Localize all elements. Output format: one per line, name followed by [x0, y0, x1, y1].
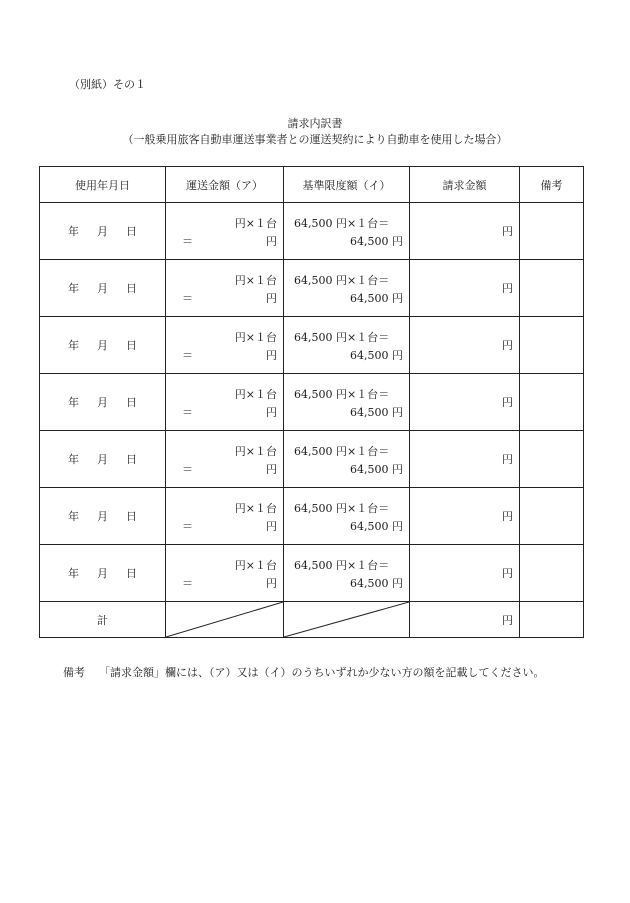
- header-claim-amount: 請求金額: [410, 167, 520, 203]
- fare-per-car: 円×１台: [234, 388, 277, 401]
- usage-date-cell[interactable]: [40, 203, 166, 260]
- table-total-row: [40, 602, 584, 638]
- remarks-cell[interactable]: [520, 431, 584, 488]
- day-unit: 日: [126, 282, 137, 295]
- limit-formula: 64,500 円×１台＝: [294, 559, 390, 572]
- total-label: 計: [40, 602, 166, 638]
- table-row: [40, 545, 584, 602]
- month-unit: 月: [97, 567, 108, 580]
- remarks-cell[interactable]: [520, 488, 584, 545]
- limit-formula: 64,500 円×１台＝: [294, 217, 390, 230]
- remarks-cell[interactable]: [520, 260, 584, 317]
- usage-date-cell[interactable]: [40, 488, 166, 545]
- table-row: [40, 374, 584, 431]
- year-unit: 年: [68, 225, 79, 238]
- fare-per-car: 円×１台: [234, 445, 277, 458]
- year-unit: 年: [68, 453, 79, 466]
- fare-amount-cell[interactable]: [166, 488, 284, 545]
- fare-total-yen: 円: [266, 235, 277, 248]
- fare-equals: ＝: [182, 463, 193, 476]
- header-usage-date: 使用年月日: [40, 167, 166, 203]
- fare-equals: ＝: [182, 520, 193, 533]
- limit-total: 64,500 円: [350, 577, 403, 590]
- fare-per-car: 円×１台: [234, 217, 277, 230]
- limit-formula: 64,500 円×１台＝: [294, 274, 390, 287]
- fare-amount-cell[interactable]: [166, 260, 284, 317]
- fare-amount-cell[interactable]: [166, 545, 284, 602]
- fare-equals: ＝: [182, 406, 193, 419]
- month-unit: 月: [97, 282, 108, 295]
- fare-equals: ＝: [182, 577, 193, 590]
- fare-total-yen: 円: [266, 349, 277, 362]
- table-body: [40, 203, 584, 638]
- day-unit: 日: [126, 453, 137, 466]
- year-unit: 年: [68, 282, 79, 295]
- remarks-cell[interactable]: [520, 545, 584, 602]
- year-unit: 年: [68, 510, 79, 523]
- limit-total: 64,500 円: [350, 463, 403, 476]
- claim-amount-cell[interactable]: 円: [410, 545, 520, 602]
- year-unit: 年: [68, 396, 79, 409]
- day-unit: 日: [126, 510, 137, 523]
- month-unit: 月: [97, 396, 108, 409]
- annex-label: （別紙）その１: [69, 78, 146, 91]
- limit-total: 64,500 円: [350, 235, 403, 248]
- limit-amount-cell: [284, 431, 410, 488]
- day-unit: 日: [126, 339, 137, 352]
- remarks-cell[interactable]: [520, 317, 584, 374]
- fare-total-yen: 円: [266, 292, 277, 305]
- month-unit: 月: [97, 453, 108, 466]
- header-limit-amount: 基準限度額（イ）: [284, 167, 410, 203]
- fare-amount-cell[interactable]: [166, 374, 284, 431]
- note: [63, 664, 573, 682]
- remarks-cell[interactable]: [520, 203, 584, 260]
- note-label: 備考: [63, 666, 85, 679]
- claim-amount-cell[interactable]: 円: [410, 488, 520, 545]
- fare-total-yen: 円: [266, 406, 277, 419]
- limit-amount-cell: [284, 260, 410, 317]
- fare-amount-cell[interactable]: [166, 431, 284, 488]
- table-row: [40, 431, 584, 488]
- fare-equals: ＝: [182, 292, 193, 305]
- limit-amount-cell: [284, 374, 410, 431]
- limit-amount-cell: [284, 488, 410, 545]
- table-row: [40, 203, 584, 260]
- table-header-row: [40, 167, 584, 203]
- total-limit-cell: [284, 602, 410, 638]
- fare-total-yen: 円: [266, 463, 277, 476]
- claim-amount-cell[interactable]: 円: [410, 260, 520, 317]
- limit-formula: 64,500 円×１台＝: [294, 445, 390, 458]
- day-unit: 日: [126, 225, 137, 238]
- claim-amount-cell[interactable]: 円: [410, 431, 520, 488]
- fare-equals: ＝: [182, 349, 193, 362]
- year-unit: 年: [68, 567, 79, 580]
- document-title: 請求内訳書: [287, 117, 343, 130]
- month-unit: 月: [97, 339, 108, 352]
- total-remarks-cell: [520, 602, 584, 638]
- month-unit: 月: [97, 510, 108, 523]
- limit-total: 64,500 円: [350, 292, 403, 305]
- fare-per-car: 円×１台: [234, 331, 277, 344]
- limit-amount-cell: [284, 317, 410, 374]
- remarks-cell[interactable]: [520, 374, 584, 431]
- limit-total: 64,500 円: [350, 406, 403, 419]
- day-unit: 日: [126, 396, 137, 409]
- diagonal-line: [166, 602, 283, 637]
- fare-equals: ＝: [182, 235, 193, 248]
- fare-amount-cell[interactable]: [166, 203, 284, 260]
- fare-per-car: 円×１台: [234, 502, 277, 515]
- note-text: 「請求金額」欄には、（ア）又は（イ）のうちいずれか少ない方の額を記載してください。: [99, 666, 545, 679]
- limit-formula: 64,500 円×１台＝: [294, 502, 390, 515]
- table-row: [40, 260, 584, 317]
- fare-amount-cell[interactable]: [166, 317, 284, 374]
- limit-total: 64,500 円: [350, 349, 403, 362]
- day-unit: 日: [126, 567, 137, 580]
- total-fare-cell: [166, 602, 284, 638]
- usage-date-cell[interactable]: [40, 317, 166, 374]
- limit-formula: 64,500 円×１台＝: [294, 388, 390, 401]
- header-fare-amount: 運送金額（ア）: [166, 167, 284, 203]
- limit-amount-cell: [284, 545, 410, 602]
- month-unit: 月: [97, 225, 108, 238]
- limit-formula: 64,500 円×１台＝: [294, 331, 390, 344]
- header-remarks: 備考: [520, 167, 584, 203]
- fare-total-yen: 円: [266, 577, 277, 590]
- usage-date-cell[interactable]: [40, 431, 166, 488]
- breakdown-table: [39, 166, 584, 638]
- claim-amount-cell[interactable]: 円: [410, 317, 520, 374]
- fare-per-car: 円×１台: [234, 274, 277, 287]
- usage-date-cell[interactable]: [40, 374, 166, 431]
- usage-date-cell[interactable]: [40, 260, 166, 317]
- claim-amount-cell[interactable]: 円: [410, 203, 520, 260]
- table-row: [40, 317, 584, 374]
- year-unit: 年: [68, 339, 79, 352]
- fare-per-car: 円×１台: [234, 559, 277, 572]
- limit-amount-cell: [284, 203, 410, 260]
- total-claim-cell: 円: [410, 602, 520, 638]
- limit-total: 64,500 円: [350, 520, 403, 533]
- table-row: [40, 488, 584, 545]
- document-subtitle: （一般乗用旅客自動車運送事業者との運送契約により自動車を使用した場合）: [122, 133, 508, 146]
- usage-date-cell[interactable]: [40, 545, 166, 602]
- diagonal-line: [284, 602, 409, 637]
- claim-amount-cell[interactable]: 円: [410, 374, 520, 431]
- fare-total-yen: 円: [266, 520, 277, 533]
